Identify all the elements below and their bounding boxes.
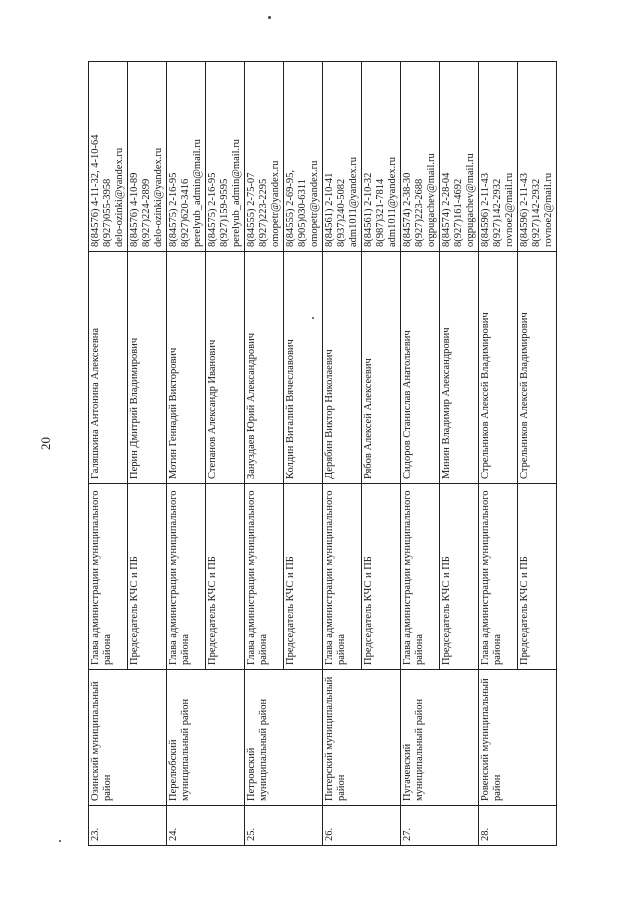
table-row xyxy=(89,62,128,846)
contact-line: delo-ozinki@yandex.ru xyxy=(153,147,164,247)
contact-line: 8(84561) 2-10-32 xyxy=(363,172,374,247)
page-number: 20 xyxy=(38,437,53,450)
district-name: Питерский муниципальный район xyxy=(323,670,401,806)
official-name: Стрельников Алексей Владимирович xyxy=(479,252,518,484)
district-name: Пугачевский муниципальный район xyxy=(401,670,479,806)
row-number: 28. xyxy=(479,806,557,846)
official-position: Председатель КЧС и ПБ xyxy=(284,484,323,670)
contact-line: 8(84555) 2-69-95, xyxy=(285,170,296,247)
contact-line: adm1011@yandex.ru xyxy=(348,156,359,247)
official-name: Перин Дмитрий Владимирович xyxy=(128,252,167,484)
row-number: 24. xyxy=(167,806,245,846)
official-position: Глава администрации муниципального района xyxy=(89,484,128,670)
contact-line: 8(927)223-2688 xyxy=(414,178,425,247)
official-position: Председатель КЧС и ПБ xyxy=(362,484,401,670)
district-name: Ровенский муниципальный район xyxy=(479,670,557,806)
official-position: Глава администрации муниципального района xyxy=(323,484,362,670)
contact-line: delo-ozinki@yandex.ru xyxy=(114,147,125,247)
official-name: Стрельников Алексей Владимирович xyxy=(518,252,557,484)
official-name: Степанов Александр Иванович xyxy=(206,252,245,484)
official-contacts xyxy=(89,62,128,252)
official-name: Рябов Алексей Алексеевич xyxy=(362,252,401,484)
officials-table xyxy=(88,61,557,846)
contact-line: 8(84596) 2-11-43 xyxy=(480,173,491,247)
contact-line: 8(84555) 2-75-07 xyxy=(246,172,257,247)
official-contacts xyxy=(284,62,323,252)
contact-line: orgpugachev@mail.ru xyxy=(465,153,476,247)
official-name: Галяшкина Антонина Алексеевна xyxy=(89,252,128,484)
contact-line: 8(927)620-3416 xyxy=(180,178,191,247)
official-name: Дерябин Виктор Николаевич xyxy=(323,252,362,484)
official-position: Председатель КЧС и ПБ xyxy=(128,484,167,670)
district-name: Петровский муниципальный район xyxy=(245,670,323,806)
official-contacts xyxy=(206,62,245,252)
official-position: Глава администрации муниципального района xyxy=(245,484,284,670)
contact-line: rovnoe2@mail.ru xyxy=(504,172,515,247)
contact-line: omopetr@yandex.ru xyxy=(309,160,320,247)
contact-line: 8(84576) 4-11-32, 4-10-64 xyxy=(90,134,101,247)
official-position: Глава администрации муниципального района xyxy=(167,484,206,670)
official-position: Глава администрации муниципального района xyxy=(479,484,518,670)
district-name: Озинский муниципальный район xyxy=(89,670,167,806)
contact-line: 8(84575) 2-16-95 xyxy=(168,172,179,247)
table-row xyxy=(167,62,206,846)
contact-line: 8(927)142-2932 xyxy=(492,178,503,247)
official-contacts xyxy=(362,62,401,252)
contact-line: 8(927)224-2899 xyxy=(141,178,152,247)
scan-speck xyxy=(268,16,271,19)
contact-line: orgpugachev@mail.ru xyxy=(426,153,437,247)
row-number: 26. xyxy=(323,806,401,846)
official-contacts xyxy=(128,62,167,252)
contact-line: 8(927)142-2932 xyxy=(531,178,542,247)
contact-line: 8(84574) 2-38-30 xyxy=(402,172,413,247)
scan-speck xyxy=(59,840,61,842)
contact-line: 8(987)321-7814 xyxy=(375,178,386,247)
official-contacts xyxy=(440,62,479,252)
contact-line: perelyub_admin@mail.ru xyxy=(192,139,203,247)
row-number: 25. xyxy=(245,806,323,846)
official-name: Зануздаев Юрий Александрович xyxy=(245,252,284,484)
official-name: Минин Владимир Александрович xyxy=(440,252,479,484)
contact-line: 8(927)223-2295 xyxy=(258,178,269,247)
contact-line: 8(84575) 2-16-95 xyxy=(207,172,218,247)
contact-line: omopetr@yandex.ru xyxy=(270,160,281,247)
contact-line: 8(927)161-4692 xyxy=(453,178,464,247)
official-name: Колдин Виталий Вячеславович xyxy=(284,252,323,484)
contact-line: 8(84576) 4-10-89 xyxy=(129,172,140,247)
contact-line: 8(937)240-5082 xyxy=(336,178,347,247)
official-contacts xyxy=(401,62,440,252)
official-position: Председатель КЧС и ПБ xyxy=(206,484,245,670)
official-position: Председатель КЧС и ПБ xyxy=(440,484,479,670)
contact-line: 8(84596) 2-11-43 xyxy=(519,173,530,247)
official-contacts xyxy=(518,62,557,252)
scan-speck xyxy=(312,317,314,319)
contact-line: 8(84574) 2-28-04 xyxy=(441,172,452,247)
table-row xyxy=(479,62,518,846)
official-name: Сидоров Станислав Анатольевич xyxy=(401,252,440,484)
table-row xyxy=(401,62,440,846)
district-name: Перелюбский муниципальный район xyxy=(167,670,245,806)
official-contacts xyxy=(479,62,518,252)
rotated-table-container xyxy=(88,62,586,846)
contact-line: 8(84561) 2-10-41 xyxy=(324,172,335,247)
contact-line: 8(905)030-6311 xyxy=(297,179,308,247)
official-position: Председатель КЧС и ПБ xyxy=(518,484,557,670)
official-contacts xyxy=(245,62,284,252)
contact-line: rovnoe2@mail.ru xyxy=(543,172,554,247)
table-body xyxy=(89,62,557,846)
table-row xyxy=(323,62,362,846)
official-name: Мотин Геннадий Викторович xyxy=(167,252,206,484)
official-contacts xyxy=(167,62,206,252)
official-contacts xyxy=(323,62,362,252)
row-number: 23. xyxy=(89,806,167,846)
official-position: Глава администрации муниципального района xyxy=(401,484,440,670)
contact-line: 8(927)159-9595 xyxy=(219,178,230,247)
row-number: 27. xyxy=(401,806,479,846)
contact-line: adm1011@yandex.ru xyxy=(387,156,398,247)
table-row xyxy=(245,62,284,846)
contact-line: 8(927)055-3958 xyxy=(102,178,113,247)
contact-line: perelyub_admin@mail.ru xyxy=(231,139,242,247)
